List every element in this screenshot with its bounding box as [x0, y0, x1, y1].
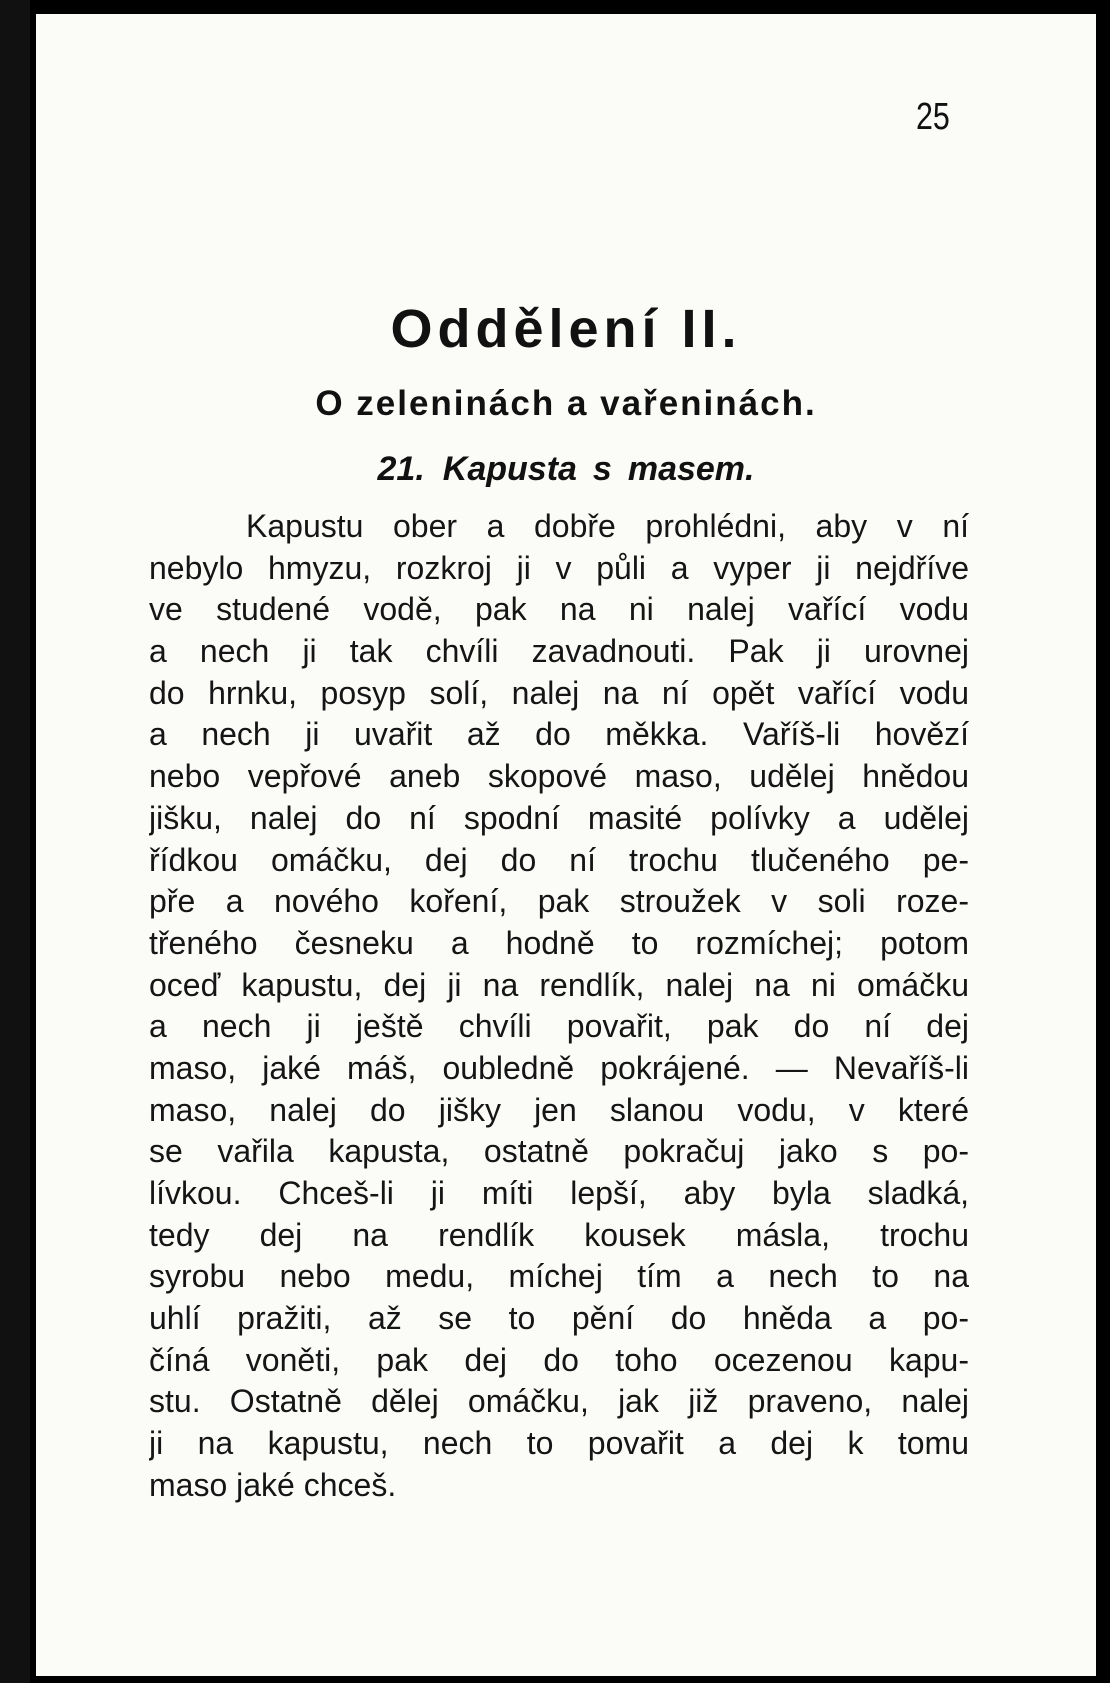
body-line: a nech ji tak chvíli zavadnouti. Pak ji urovnej — [149, 633, 969, 670]
body-line: uhlí pražiti, až se to pění do hněda a po- — [149, 1300, 969, 1337]
body-line: stu. Ostatně dělej omáčku, jak již praveno, nalej — [149, 1383, 969, 1420]
body-line: maso, jaké máš, oubledně pokrájené. — Nevaříš-li — [149, 1049, 969, 1086]
section-title: Oddělení II. — [390, 299, 742, 359]
book-page — [36, 14, 1096, 1676]
body-line: do hrnku, posyp solí, nalej na ní opět vařící vodu — [149, 674, 969, 711]
recipe-heading — [36, 452, 1096, 486]
body-line: nebo vepřové aneb skopové maso, udělej hnědou — [149, 758, 969, 795]
body-line: syrobu nebo medu, míchej tím a nech to na — [149, 1258, 969, 1295]
body-line: nebylo hmyzu, rozkroj ji v půli a vyper ji nejdříve — [149, 549, 969, 586]
body-line: jišku, nalej do ní spodní masité polívky a udělej — [149, 799, 969, 836]
recipe-title-word: Kapusta — [442, 450, 577, 488]
body-line: pře a nového koření, pak stroužek v soli roze- — [149, 883, 969, 920]
body-line: Kapustu ober a dobře prohlédni, aby v ní — [246, 508, 969, 544]
body-line: maso jaké chceš. — [149, 1466, 397, 1503]
body-line: a nech ji ještě chvíli povařit, pak do ní dej — [149, 1008, 969, 1045]
body-line: a nech ji uvařit až do měkka. Vaříš-li hovězí — [149, 716, 969, 753]
body-line: se vařila kapusta, ostatně pokračuj jako s po- — [149, 1133, 969, 1170]
scan-binding-edge — [0, 0, 30, 1683]
body-line: třeného česneku a hodně to rozmíchej; potom — [149, 924, 969, 961]
body-line: číná voněti, pak dej do toho ocezenou kapu- — [149, 1341, 969, 1378]
section-subtitle: O zeleninách a vařeninách. — [315, 384, 817, 423]
page-number: 25 — [916, 96, 950, 138]
body-line: oceď kapustu, dej ji na rendlík, nalej na ni omáčku — [149, 966, 969, 1003]
recipe-title-word: s — [592, 450, 612, 488]
recipe-title-word: masem. — [627, 450, 755, 488]
recipe-number: 21. — [377, 450, 425, 488]
body-line: ji na kapustu, nech to povařit a dej k tomu — [149, 1425, 969, 1462]
body-line: lívkou. Chceš-li ji míti lepší, aby byla sladká, — [149, 1175, 969, 1211]
recipe-body — [149, 506, 969, 1546]
body-line: řídkou omáčku, dej do ní trochu tlučeného pe- — [149, 841, 969, 878]
body-line: ve studené vodě, pak na ni nalej vařící vodu — [149, 591, 969, 628]
body-line: tedy dej na rendlík kousek másla, trochu — [149, 1216, 969, 1253]
body-line: maso, nalej do jišky jen slanou vodu, v které — [149, 1091, 969, 1128]
